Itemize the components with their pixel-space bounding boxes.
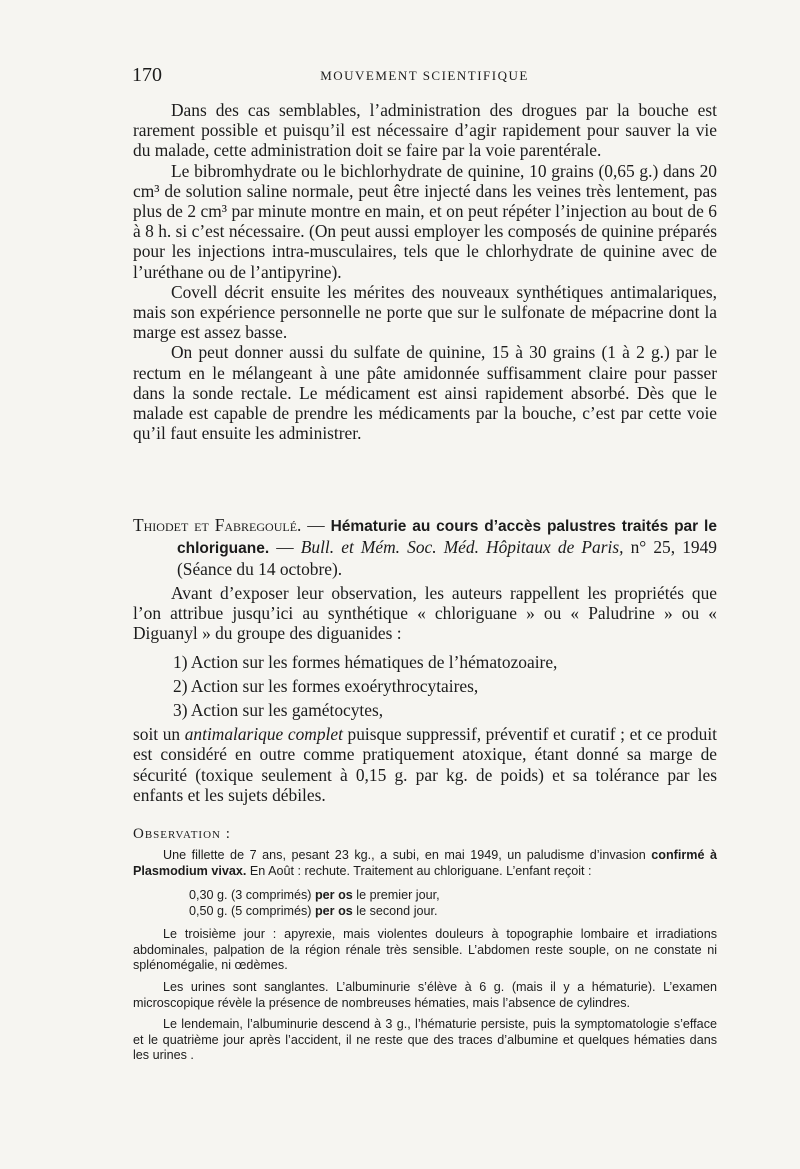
paragraph: Avant d’exposer leur observation, les auteurs rappellent les propriétés que l’on attribue jusqu’ici au synthétique « chloriguane » ou « Paludrine » ou « Diguanyl » du groupe des diguanides : (133, 583, 717, 644)
bold-text: per os (314, 888, 353, 903)
reference-dash: — (269, 537, 301, 558)
emphasis-text: antimalarique complet (184, 724, 343, 745)
paragraph: Le bibromhydrate ou le bichlorhydrate de quinine, 10 grains (0,65 g.) dans 20 cm³ de solution saline normale, peut être injecté dans les veines très lentement, pas plus de 2 cm³ par minute montre en main, et on peut répéter l’injection au bout de 6 à 8 h. si c’est nécessaire. (On peut aussi employer les composés de quinine préparés pour les injections intra-musculaires, tels que le chlorhydrate de quinine avec de l’uréthane ou de l’antipyrine). (133, 160, 717, 282)
paragraph: Dans des cas semblables, l’administration des drogues par la bouche est rarement possible et puisqu’il est nécessaire d’agir rapidement pour sauver la vie du malade, cette administration doit se faire par la voie parentérale. (133, 100, 717, 161)
text-run: Une fillette de 7 ans, pesant 23 kg., a subi, en mai 1949, un paludisme d’invasion (163, 848, 652, 862)
text-run: soit un (133, 724, 185, 745)
reference-details: n° 25, 1949 (Séance du 14 octobre). (177, 537, 717, 580)
reference-journal: Bull. et Mém. Soc. Méd. Hôpitaux de Paris, (300, 537, 624, 558)
text-run: 0,30 g. (3 comprimés) (189, 888, 315, 903)
observation-text (133, 848, 717, 1070)
bold-text: per os (314, 904, 353, 919)
observation-heading: Observation : (133, 826, 231, 842)
list-item: 1) Action sur les formes hématiques de l’hématozoaire, (173, 651, 558, 672)
running-title: MOUVEMENT SCIENTIFIQUE (320, 68, 529, 83)
paragraph (133, 848, 717, 879)
text-run: puisque suppressif, préventif et curatif ; et ce produit est considéré en outre comme pratiquement atoxique, étant donné sa marge de sécurité (toxique seulement à 0,15 g. par kg. de poids) et sa tolérance par les enfants et les sujets débiles. (133, 724, 718, 805)
paragraph (133, 724, 717, 805)
paragraph: Les urines sont sanglantes. L’albuminurie s’élève à 6 g. (mais il y a hématurie). L’examen microscopique révèle la présence de nombreuses hématies, mais l’absence de cylindres. (133, 979, 717, 1010)
dosage-line (189, 903, 717, 919)
reference-title: Hématurie au cours d’accès palustres traités par le chloriguane. (177, 518, 717, 558)
list-item: 2) Action sur les formes exoérythrocytaires, (173, 675, 479, 696)
bold-text: confirmé à Plasmodium vivax. (133, 848, 717, 878)
section-parenteral-administration (133, 100, 717, 443)
paragraph: Le lendemain, l’albuminurie descend à 3 g., l’hématurie persiste, puis la symptomatologie s’efface et le quatrième jour après l’accident, il ne reste que des traces d’albumine et quelques hématies dans les urines . (133, 1017, 717, 1063)
dosage-line (189, 887, 717, 903)
page-header (132, 64, 717, 88)
list-item: 3) Action sur les gamétocytes, (173, 700, 384, 721)
properties-list (173, 652, 717, 721)
bibliographic-reference (133, 515, 717, 580)
paragraph: Covell décrit ensuite les mérites des nouveaux synthétiques antimalariques, mais son expérience personnelle ne porte que sur le sulfonate de mépacrine dont la marge est assez basse. (133, 281, 717, 343)
paragraph: On peut donner aussi du sulfate de quinine, 15 à 30 grains (1 à 2 g.) par le rectum en le mélangeant à une pâte amidonnée suffisamment claire pour passer dans la sonde rectale. Le médicament est ainsi rapidement absorbé. Dès que le malade est capable de prendre les médicaments par la bouche, c’est par cette voie qu’il faut ensuite les administrer. (133, 342, 717, 444)
reference-authors: Thiodet et Fabregoulé. (133, 515, 302, 535)
dosage-list (189, 887, 717, 919)
text-run: le second jour. (352, 904, 438, 919)
reference-dash: — (301, 515, 331, 535)
text-run: En Août : rechute. Traitement au chloriguane. L’enfant reçoit : (246, 863, 592, 878)
text-run: le premier jour, (352, 888, 440, 903)
section-chloriguane-properties (133, 583, 717, 805)
page-number: 170 (132, 64, 162, 86)
paragraph: Le troisième jour : apyrexie, mais violentes douleurs à topographie lombaire et irradiations abdominales, palpation de la région rénale très sensible. L’abdomen reste souple, on ne constate ni splénomégalie, ni œdèmes. (133, 927, 717, 973)
text-run: 0,50 g. (5 comprimés) (189, 904, 315, 919)
